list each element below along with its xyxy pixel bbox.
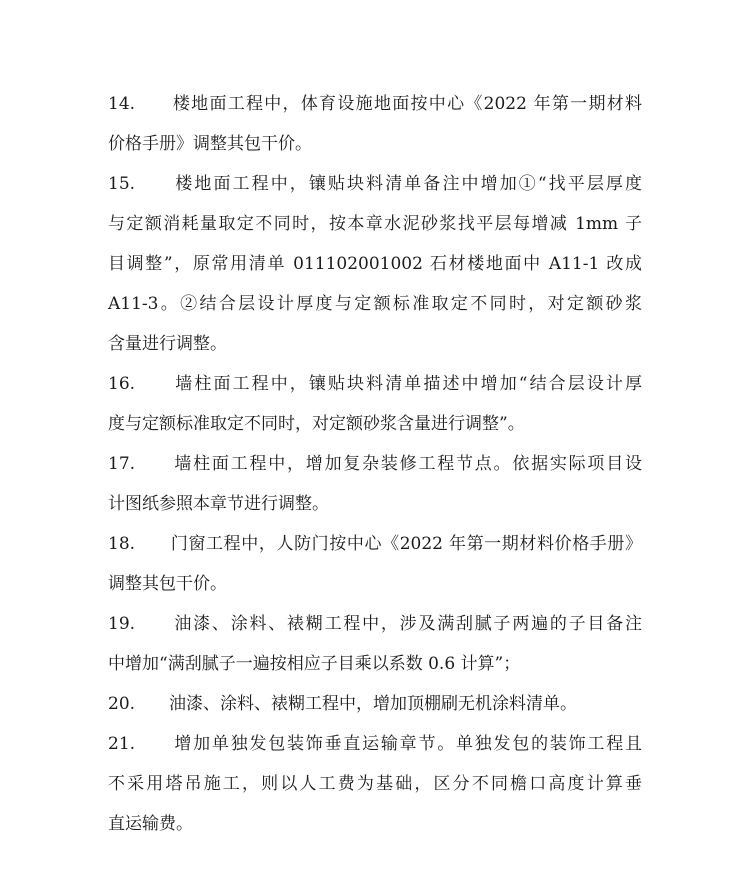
text-line: 17. 墙柱面工程中，增加复杂装修工程节点。依据实际项目设 [108, 454, 642, 474]
text-line: 不采用塔吊施工，则以人工费为基础，区分不同檐口高度计算垂 [108, 774, 642, 794]
text-line: 度与定额标准取定不同时，对定额砂浆含量进行调整”。 [108, 414, 525, 434]
list-item-21 [108, 724, 642, 844]
list-item-14 [108, 84, 642, 164]
list-item-15 [108, 164, 642, 364]
list-item-16 [108, 364, 642, 444]
text-line: 18. 门窗工程中，人防门按中心《2022 年第一期材料价格手册》 [108, 534, 642, 554]
text-line: 14. 楼地面工程中，体育设施地面按中心《2022 年第一期材料 [108, 94, 642, 114]
text-line: 中增加“满刮腻子一遍按相应子目乘以系数 0.6 计算”； [108, 654, 521, 674]
text-line: 20. 油漆、涂料、裱糊工程中，增加顶棚刷无机涂料清单。 [108, 694, 578, 714]
text-line: 15. 楼地面工程中，镶贴块料清单备注中增加①“找平层厚度 [108, 174, 642, 194]
text-line: 19. 油漆、涂料、裱糊工程中，涉及满刮腻子两遍的子目备注 [108, 614, 642, 634]
list-item-17 [108, 444, 642, 524]
list-item-20 [108, 684, 642, 724]
text-line: 与定额消耗量取定不同时，按本章水泥砂浆找平层每增减 1mm 子 [108, 214, 642, 234]
text-line: 含量进行调整。 [108, 334, 227, 354]
list-item-18 [108, 524, 642, 604]
list-item-19 [108, 604, 642, 684]
text-line: 21. 增加单独发包装饰垂直运输章节。单独发包的装饰工程且 [108, 734, 642, 754]
document-body [108, 84, 642, 844]
text-line: 调整其包干价。 [108, 574, 227, 594]
text-line: 16. 墙柱面工程中，镶贴块料清单描述中增加“结合层设计厚 [108, 374, 642, 394]
text-line: 价格手册》调整其包干价。 [108, 134, 312, 154]
text-line: A11-3。②结合层设计厚度与定额标准取定不同时，对定额砂浆 [108, 294, 642, 314]
text-line: 目调整”，原常用清单 011102001002 石材楼地面中 A11-1 改成 [108, 254, 642, 274]
text-line: 计图纸参照本章节进行调整。 [108, 494, 329, 514]
text-line: 直运输费。 [108, 814, 193, 834]
